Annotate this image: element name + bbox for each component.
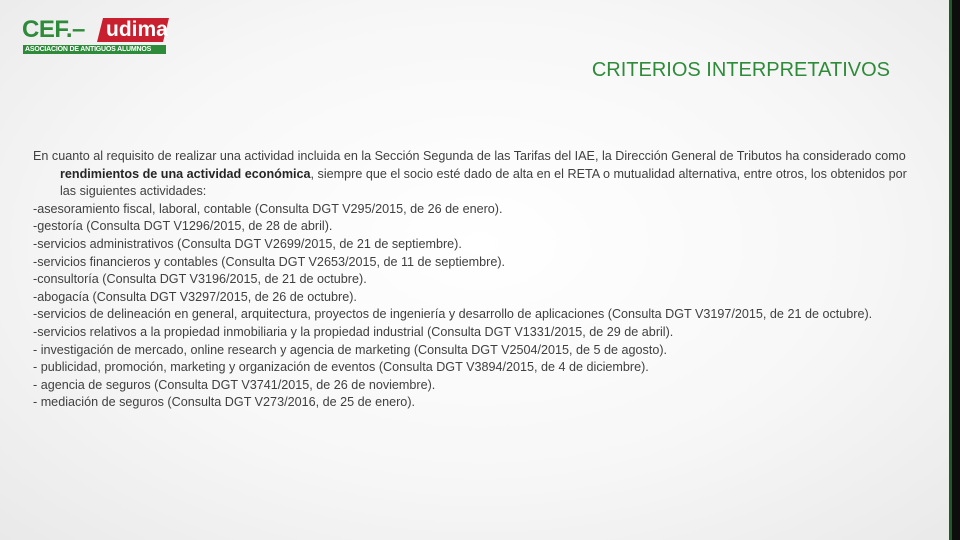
logo-wordmark	[22, 16, 166, 46]
list-item: - agencia de seguros (Consulta DGT V3741/2015, de 26 de noviembre).	[33, 377, 436, 392]
edge-stripe-dark	[952, 0, 960, 540]
list-item: -asesoramiento fiscal, laboral, contable (Consulta DGT V295/2015, de 26 de enero).	[33, 201, 503, 216]
list-item: -consultoría (Consulta DGT V3196/2015, de 21 de octubre).	[33, 272, 367, 287]
list-item: -servicios relativos a la propiedad inmobiliaria y la propiedad industrial (Consulta DGT V1331/2015, de 29 de abril).	[33, 324, 674, 339]
list-item: -servicios financieros y contables (Consulta DGT V2653/2015, de 11 de septiembre).	[33, 254, 506, 269]
intro-bold-term: rendimientos de una actividad económica	[60, 166, 311, 181]
logo-cef-text: CEF.–	[22, 16, 85, 43]
list-item: -abogacía (Consulta DGT V3297/2015, de 26 de octubre).	[33, 289, 357, 304]
list-item: - investigación de mercado, online research y agencia de marketing (Consulta DGT V2504/2015, de 5 de agosto).	[33, 342, 668, 357]
intro-text-start: En cuanto al requisito de realizar una actividad incluida en la Sección Segunda de las Tarifas del IAE, la Dirección General de Tributos ha considerado como	[33, 149, 906, 163]
list-item: -servicios de delineación en general, arquitectura, proyectos de ingeniería y desarrollo de aplicaciones (Consulta DGT V3197/2015, de 21 de octubre).	[33, 307, 873, 322]
cef-udima-logo	[22, 16, 166, 56]
intro-text-end: , siempre que el socio esté dado de alta en el RETA o mutualidad alternativa, entre otros, los obtenidos por las siguientes actividades:	[60, 166, 907, 199]
list-item: - publicidad, promoción, marketing y organización de eventos (Consulta DGT V3894/2015, de 4 de diciembre).	[33, 360, 649, 375]
list-item: -servicios administrativos (Consulta DGT V2699/2015, de 21 de septiembre).	[33, 236, 462, 251]
list-item: -gestoría (Consulta DGT V1296/2015, de 28 de abril).	[33, 219, 333, 234]
slide-body	[33, 148, 913, 412]
logo-udima-text: udima	[106, 18, 168, 41]
list-item: - mediación de seguros (Consulta DGT V273/2016, de 25 de enero).	[33, 395, 416, 410]
logo-subtitle: ASOCIACIÓN DE ANTIGUOS ALUMNOS	[23, 45, 166, 54]
intro-paragraph	[33, 148, 913, 201]
slide-title: CRITERIOS INTERPRETATIVOS	[591, 59, 890, 81]
